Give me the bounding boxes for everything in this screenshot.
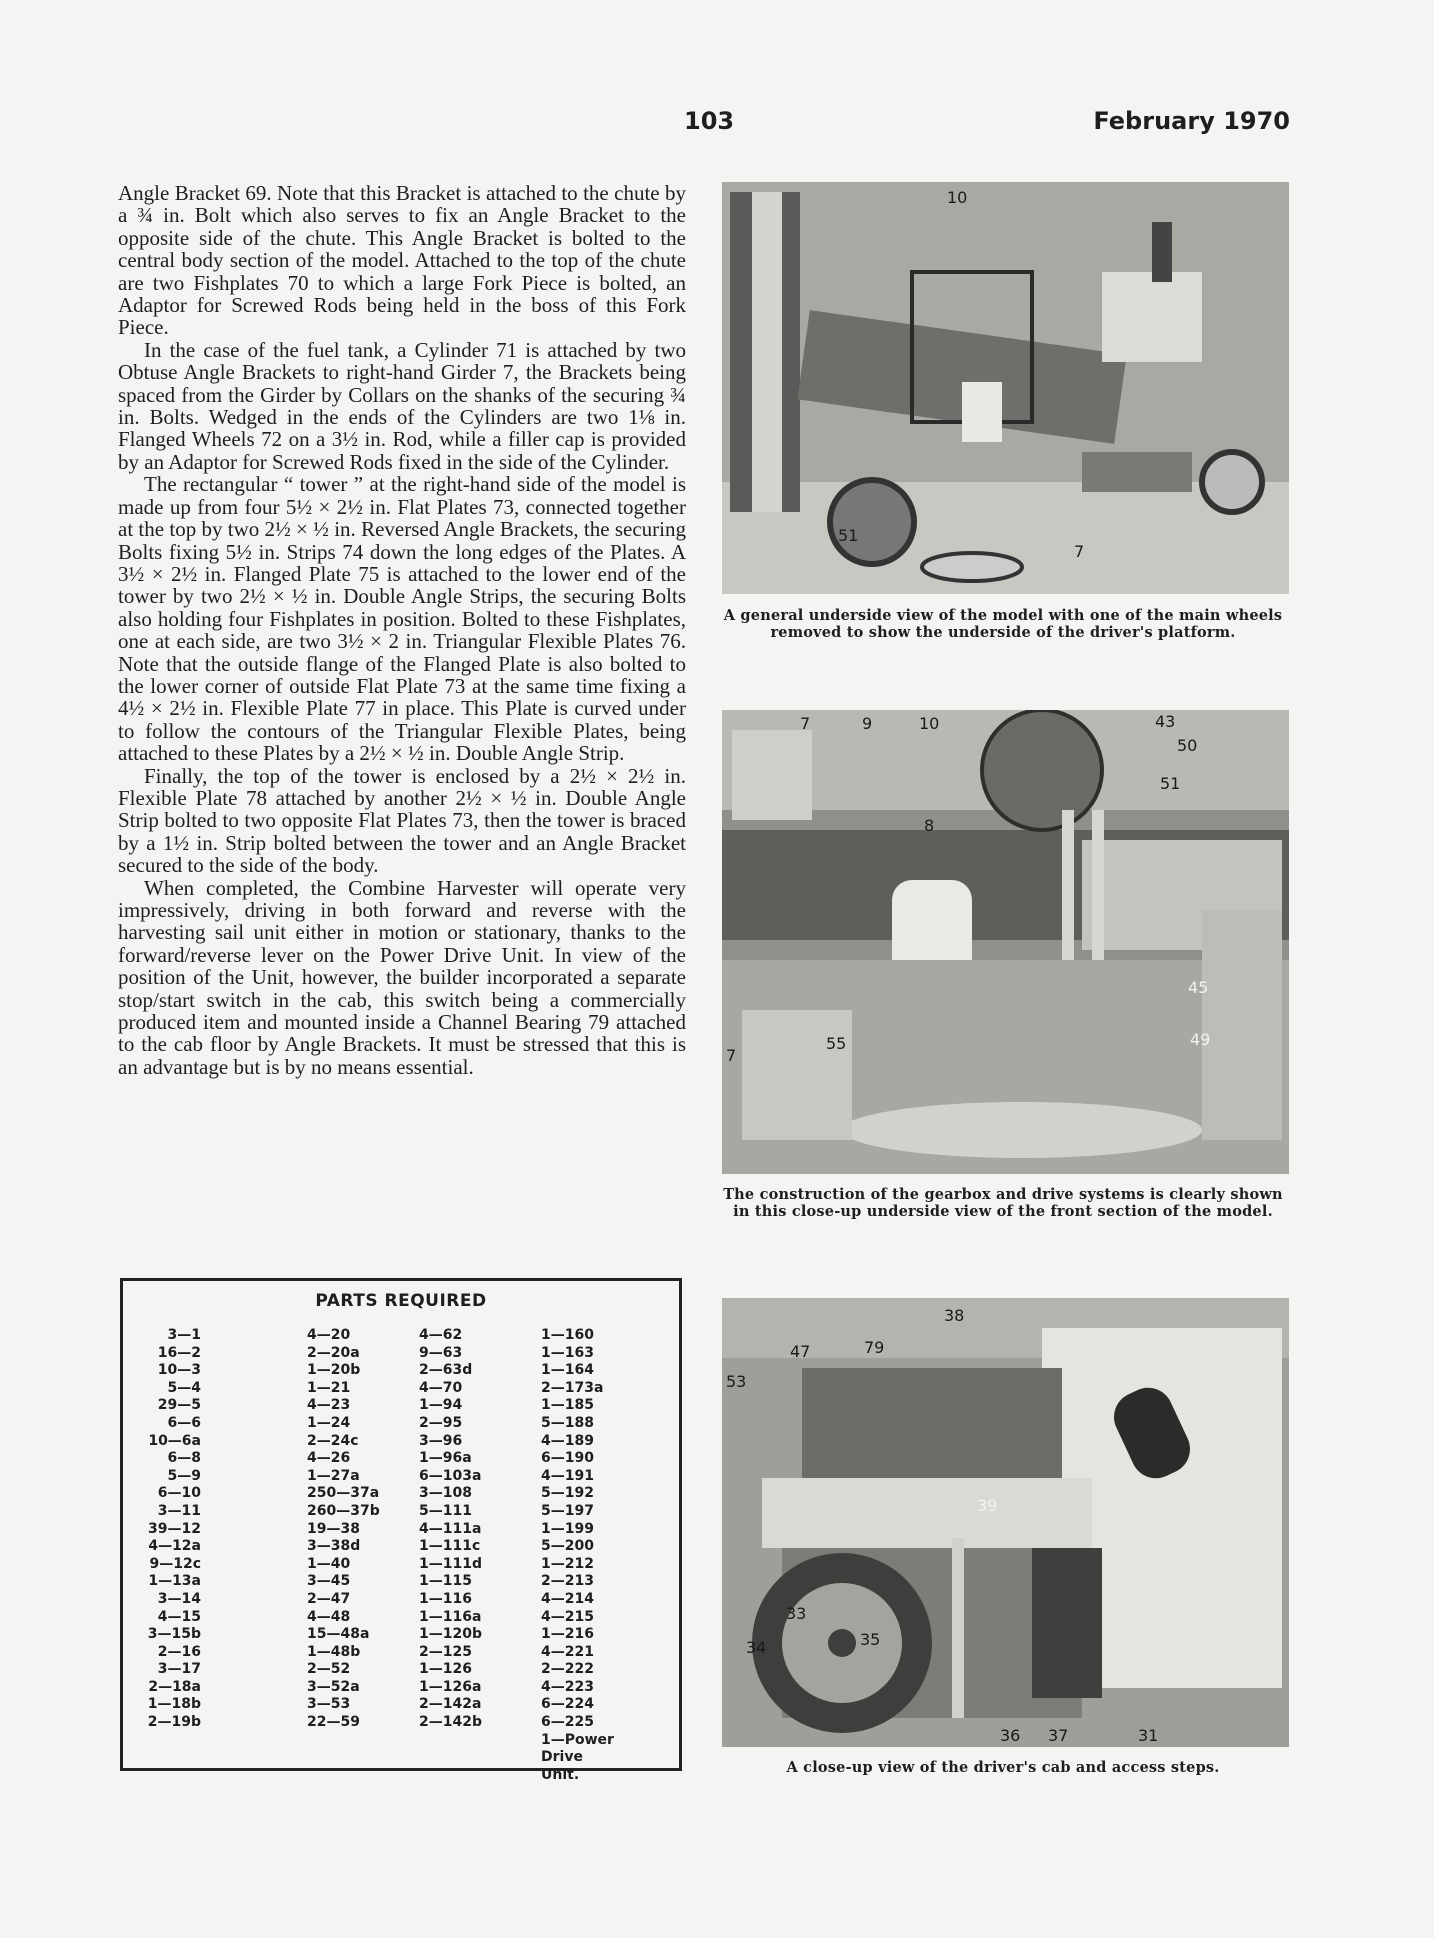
part-entry: 4—62 bbox=[419, 1327, 463, 1343]
part-entry: 6—103a bbox=[419, 1467, 482, 1484]
part-entry: 3—45 bbox=[307, 1573, 351, 1590]
figure-label: 9 bbox=[862, 714, 873, 733]
part-entry: 39—12 bbox=[148, 1520, 201, 1537]
part-entry: 3—108 bbox=[419, 1485, 472, 1502]
figure-label: 7 bbox=[1074, 542, 1085, 561]
part-entry: 4—214 bbox=[541, 1590, 594, 1607]
figure-caption: A close-up view of the driver's cab and access steps. bbox=[786, 1759, 1220, 1776]
article-paragraph: The rectangular “ tower ” at the right-hand side of the model is made up from four 5½ × 2½ in. Flat Plates 73, connected together at the top by two 2½ × ½ in. Reversed Angle Brackets, the securing Bolts fixing 5½ in. Strips 74 down the long edges of the Plates. A 3½ × 2½ in. Flanged Plate 75 is attached to the lower end of the tower by two 2½ × ½ in. Double Angle Strips, the securing Bolts also holding four Fishplates in position. Bolted to these Fishplates, one at each side, are two 3½ × 2 in. Triangular Flexible Plates 76. Note that the outside flange of the Flanged Plate is also bolted to the lower corner of outside Flat Plate 73 at the same time fixing a 4½ × 2½ in. Flexible Plate 77 in place. This Plate is curved under to follow the contours of the Triangular Flexible Plates, being attached to these Plates by a 2½ × ½ in. Double Angle Strip. bbox=[118, 472, 686, 766]
gearbox-illustration bbox=[722, 710, 1289, 1174]
part-entry: 2—20a bbox=[307, 1344, 360, 1361]
figure-label: 51 bbox=[838, 526, 859, 545]
part-entry: 6—6 bbox=[167, 1414, 201, 1431]
part-entry: 3—14 bbox=[157, 1590, 201, 1607]
part-entry: 10—3 bbox=[157, 1362, 201, 1379]
part-entry: 4—223 bbox=[541, 1678, 594, 1695]
part-entry: 2—18a bbox=[148, 1678, 201, 1695]
part-entry: 2—142b bbox=[419, 1714, 482, 1731]
part-entry: 260—37b bbox=[307, 1502, 380, 1519]
part-entry: 3—52a bbox=[307, 1678, 360, 1695]
part-entry: 22—59 bbox=[307, 1714, 360, 1731]
part-entry: 1—20b bbox=[307, 1362, 361, 1379]
part-entry: 1—199 bbox=[541, 1520, 594, 1537]
part-entry: 4—221 bbox=[541, 1643, 594, 1660]
part-entry: Drive bbox=[541, 1749, 583, 1766]
figure-label: 45 bbox=[1188, 978, 1209, 997]
part-entry: 15—48a bbox=[307, 1626, 370, 1643]
part-entry: 10—6a bbox=[148, 1432, 201, 1449]
figure-label: 79 bbox=[864, 1338, 885, 1357]
part-entry: 3—11 bbox=[157, 1502, 201, 1519]
parts-column-1 bbox=[141, 1327, 201, 1732]
part-entry: 1—Power bbox=[541, 1731, 614, 1748]
part-entry: 3—17 bbox=[157, 1661, 201, 1678]
part-entry: 2—63d bbox=[419, 1362, 473, 1379]
part-entry: 6—225 bbox=[541, 1714, 594, 1731]
part-entry: 4—215 bbox=[541, 1608, 594, 1625]
part-entry: 1—164 bbox=[541, 1362, 594, 1379]
part-entry: 4—12a bbox=[148, 1538, 201, 1555]
figure-label: 51 bbox=[1160, 774, 1181, 793]
part-entry: 1—111c bbox=[419, 1538, 481, 1555]
article-body bbox=[118, 182, 686, 1078]
figure-label: 35 bbox=[860, 1630, 881, 1649]
figure-caption: The construction of the gearbox and drive systems is clearly shown in this close-up underside view of the front section of the model. bbox=[723, 1186, 1283, 1220]
part-entry: 6—190 bbox=[541, 1450, 594, 1467]
part-entry: 4—20 bbox=[307, 1327, 351, 1343]
article-paragraph: Angle Bracket 69. Note that this Bracket is attached to the chute by a ¾ in. Bolt which also serves to fix an Angle Bracket to the opposite side of the chute. This Angle Bracket is bolted to the central body section of the model. Attached to the top of the chute are two Fishplates 70 to which a large Fork Piece is bolted, an Adaptor for Screwed Rods being held in the boss of this Fork Piece. bbox=[118, 181, 686, 340]
part-entry: 9—63 bbox=[419, 1344, 463, 1361]
figure-label: 8 bbox=[924, 816, 935, 835]
part-entry: 5—197 bbox=[541, 1502, 594, 1519]
part-entry: 2—173a bbox=[541, 1379, 604, 1396]
part-entry: 2—16 bbox=[157, 1643, 201, 1660]
figure-label: 34 bbox=[746, 1638, 767, 1657]
part-entry: 5—111 bbox=[419, 1502, 472, 1519]
page-number: 103 bbox=[684, 107, 735, 135]
figure-label: 36 bbox=[1000, 1726, 1021, 1745]
part-entry: 4—189 bbox=[541, 1432, 594, 1449]
part-entry: 2—52 bbox=[307, 1661, 351, 1678]
figure-label: 38 bbox=[944, 1306, 965, 1325]
part-entry: 5—192 bbox=[541, 1485, 594, 1502]
part-entry: 6—10 bbox=[157, 1485, 201, 1502]
figure-label: 10 bbox=[947, 188, 968, 207]
part-entry: 1—116 bbox=[419, 1590, 472, 1607]
figure-label: 37 bbox=[1048, 1726, 1069, 1745]
part-entry: 1—163 bbox=[541, 1344, 594, 1361]
part-entry: 1—126a bbox=[419, 1678, 482, 1695]
part-entry: 2—19b bbox=[147, 1714, 201, 1731]
parts-column-3 bbox=[419, 1327, 482, 1732]
figure-label: 39 bbox=[977, 1496, 998, 1515]
part-entry: 250—37a bbox=[307, 1485, 380, 1502]
part-entry: 4—26 bbox=[307, 1450, 351, 1467]
article-paragraph: In the case of the fuel tank, a Cylinder 71 is attached by two Obtuse Angle Brackets to right-hand Girder 7, the Brackets being spaced from the Girder by Collars on the shanks of the securing ¾ in. Bolts. Wedged in the ends of the Cylinders are two 1⅛ in. Flanged Wheels 72 on a 3½ in. Rod, while a filler cap is provided by an Adaptor for Screwed Rods fixed in the side of the Cylinder. bbox=[118, 337, 686, 474]
parts-required-box bbox=[120, 1278, 682, 1783]
figure-caption: A general underside view of the model with one of the main wheels removed to show the underside of the driver's platform. bbox=[723, 607, 1283, 641]
part-entry: 4—48 bbox=[307, 1608, 351, 1625]
part-entry: 6—8 bbox=[167, 1450, 201, 1467]
part-entry: 3—15b bbox=[147, 1626, 201, 1643]
part-entry: 1—96a bbox=[419, 1450, 472, 1467]
part-entry: 1—48b bbox=[307, 1643, 361, 1660]
figure-label: 43 bbox=[1155, 712, 1176, 731]
part-entry: 2—125 bbox=[419, 1643, 472, 1660]
drivers-cab-photo bbox=[722, 1298, 1289, 1747]
part-entry: 1—115 bbox=[419, 1573, 472, 1590]
part-entry: 2—95 bbox=[419, 1414, 463, 1431]
part-entry: 2—222 bbox=[541, 1661, 594, 1678]
part-entry: 1—18b bbox=[147, 1696, 201, 1713]
part-entry: 4—23 bbox=[307, 1397, 351, 1414]
part-entry: 3—53 bbox=[307, 1696, 351, 1713]
part-entry: 16—2 bbox=[157, 1344, 201, 1361]
figure-label: 7 bbox=[800, 714, 811, 733]
part-entry: 1—111d bbox=[419, 1555, 482, 1572]
part-entry: 1—27a bbox=[307, 1467, 360, 1484]
cab-illustration bbox=[722, 1298, 1289, 1747]
part-entry: 1—116a bbox=[419, 1608, 482, 1625]
figure-label: 53 bbox=[726, 1372, 747, 1391]
part-entry: 5—4 bbox=[167, 1379, 201, 1396]
part-entry: 2—142a bbox=[419, 1696, 482, 1713]
part-entry: 9—12c bbox=[149, 1555, 201, 1572]
parts-required-title: PARTS REQUIRED bbox=[315, 1291, 487, 1311]
issue-date: February 1970 bbox=[1093, 107, 1290, 135]
part-entry: 1—212 bbox=[541, 1555, 594, 1572]
figure-label: 55 bbox=[826, 1034, 847, 1053]
part-entry: 1—40 bbox=[307, 1555, 351, 1572]
part-entry: 1—13a bbox=[148, 1573, 201, 1590]
figure-label: 10 bbox=[919, 714, 940, 733]
figure-label: 49 bbox=[1190, 1030, 1211, 1049]
figure-label: 31 bbox=[1138, 1726, 1159, 1745]
part-entry: 2—24c bbox=[307, 1432, 359, 1449]
parts-column-2 bbox=[307, 1327, 380, 1732]
part-entry: Unit. bbox=[541, 1766, 580, 1783]
part-entry: 29—5 bbox=[157, 1397, 201, 1414]
part-entry: 1—126 bbox=[419, 1661, 472, 1678]
part-entry: 3—38d bbox=[307, 1538, 361, 1555]
part-entry: 19—38 bbox=[307, 1520, 360, 1537]
part-entry: 6—224 bbox=[541, 1696, 594, 1713]
figure-label: 7 bbox=[726, 1046, 737, 1065]
part-entry: 1—185 bbox=[541, 1397, 594, 1414]
part-entry: 1—120b bbox=[419, 1626, 482, 1643]
article-paragraph: Finally, the top of the tower is enclosed by a 2½ × 2½ in. Flexible Plate 78 attached by another 2½ × ½ in. Double Angle Strip bolted to two opposite Flat Plates 73, then the tower is braced by a 1½ in. Strip bolted between the tower and an Angle Bracket secured to the side of the body. bbox=[118, 763, 686, 878]
part-entry: 1—21 bbox=[307, 1379, 351, 1396]
part-entry: 1—216 bbox=[541, 1626, 594, 1643]
part-entry: 5—188 bbox=[541, 1414, 594, 1431]
figure-label: 47 bbox=[790, 1342, 811, 1361]
part-entry: 4—70 bbox=[419, 1379, 463, 1396]
part-entry: 3—96 bbox=[419, 1432, 463, 1449]
part-entry: 3—1 bbox=[167, 1327, 201, 1343]
figure-label: 33 bbox=[786, 1604, 807, 1623]
part-entry: 4—111a bbox=[419, 1520, 482, 1537]
part-entry: 2—47 bbox=[307, 1590, 351, 1607]
part-entry: 5—9 bbox=[167, 1467, 201, 1484]
part-entry: 5—200 bbox=[541, 1538, 594, 1555]
gearbox-closeup-photo bbox=[722, 710, 1289, 1174]
article-paragraph: When completed, the Combine Harvester will operate very impressively, driving in both forward and reverse with the harvesting sail unit either in motion or stationary, thanks to the forward/reverse lever on the Power Drive Unit. In view of the position of the Unit, however, the builder incorporated a separate stop/start switch in the cab, this switch being a commercially produced item and mounted inside a Channel Bearing 79 attached to the cab floor by Angle Brackets. It must be stressed that this is an advantage but is by no means essential. bbox=[118, 875, 686, 1079]
figure-label: 50 bbox=[1177, 736, 1198, 755]
parts-column-4 bbox=[541, 1327, 614, 1784]
part-entry: 1—160 bbox=[541, 1327, 594, 1343]
part-entry: 1—24 bbox=[307, 1414, 351, 1431]
underside-view-illustration bbox=[722, 182, 1289, 594]
part-entry: 4—15 bbox=[157, 1608, 201, 1625]
part-entry: 4—191 bbox=[541, 1467, 594, 1484]
part-entry: 2—213 bbox=[541, 1573, 594, 1590]
underside-view-photo bbox=[722, 182, 1289, 594]
part-entry: 1—94 bbox=[419, 1397, 463, 1414]
